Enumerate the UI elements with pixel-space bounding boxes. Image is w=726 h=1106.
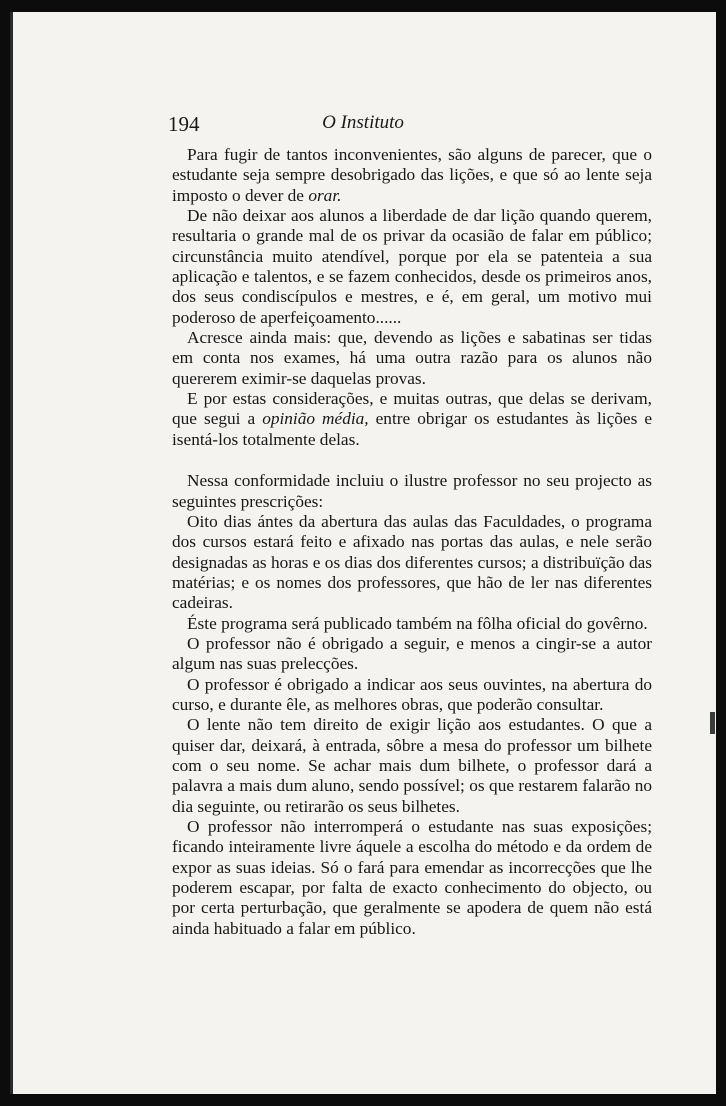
scan-mark — [710, 712, 715, 734]
running-title: O Instituto — [322, 112, 404, 133]
paragraph: Éste programa será publicado também na fôlha oficial do govêrno. — [187, 613, 648, 633]
paragraph: O professor não interromperá o estudante nas suas exposições; ficando inteiramente livre áquele a escolha do método e da ordem de expor as suas ideias. Só o fará para emendar as incorrecções que lhe poderem escapar, por falta de exacto conhecimento do objecto, ou por certa perturbação, que geralmente se apodera de quem não está ainda habituado a falar em público. — [172, 817, 652, 938]
paragraph: De não deixar aos alunos a liberdade de dar lição quando querem, resultaria o grande mal de os privar da ocasião de falar em público; circunstância muito atendível, porque por ela se patenteia a sua aplicação e talentos, e se fazem conhecidos, desde os primeiros anos, dos seus condiscípulos e mestres, e é, em geral, um motivo mui poderoso de aperfeiçoamento...... — [172, 206, 652, 327]
paragraph: Oito dias ántes da abertura das aulas das Faculdades, o programa dos cursos estará feito e afixado nas portas das aulas, e nele serão designadas as horas e os dias dos diferentes cursos; a distribuïção das matérias; e os nomes dos professores, que hão de ler nas diferentes cadeiras. — [172, 511, 652, 613]
paragraph — [172, 389, 652, 450]
paragraph: Para fugir de tantos inconvenientes, são alguns de parecer, que o estudante seja sempre desobrigado das lições, e que só ao lente seja imposto o dever de orar. — [172, 145, 652, 205]
page-number: 194 — [168, 112, 200, 136]
paragraph: Nessa conformidade incluiu o ilustre professor no seu projecto as seguintes prescrições: — [172, 471, 652, 511]
paragraph-text: E por estas considerações, e muitas outras, que delas se derivam, que segui a — [172, 389, 652, 429]
emphasis: opinião média, — [262, 409, 369, 429]
paragraph: O lente não tem direito de exigir lição aos estudantes. O que a quiser dar, deixará, à entrada, sôbre a mesa do professor um bilhete com o seu nome. Se achar mais dum bilhete, o professor dará a palavra a mais dum aluno, sendo possível; os que restarem falarão no dia seguinte, ou retirarão os seus bilhetes. — [172, 715, 652, 816]
page-header — [10, 112, 716, 142]
paragraph-text: entre obrigar os estudantes às lições e isentá-los totalmente delas. — [172, 409, 652, 449]
paragraph: O professor não é obrigado a seguir, e menos a cingir-se a autor algum nas suas prelecções. — [172, 633, 652, 674]
scan-mark — [10, 12, 13, 1094]
paragraph: O professor é obrigado a indicar aos seus ouvintes, na abertura do curso, e durante êle, as melhores obras, que poderão consultar. — [172, 674, 652, 714]
paragraph: Acresce ainda mais: que, devendo as lições e sabatinas ser tidas em conta nos exames, há uma outra razão para os alunos não quererem eximir-se daquelas provas. — [172, 328, 652, 388]
body-text — [172, 145, 652, 939]
emphasis: orar. — [308, 185, 342, 205]
scanned-page — [10, 12, 716, 1094]
